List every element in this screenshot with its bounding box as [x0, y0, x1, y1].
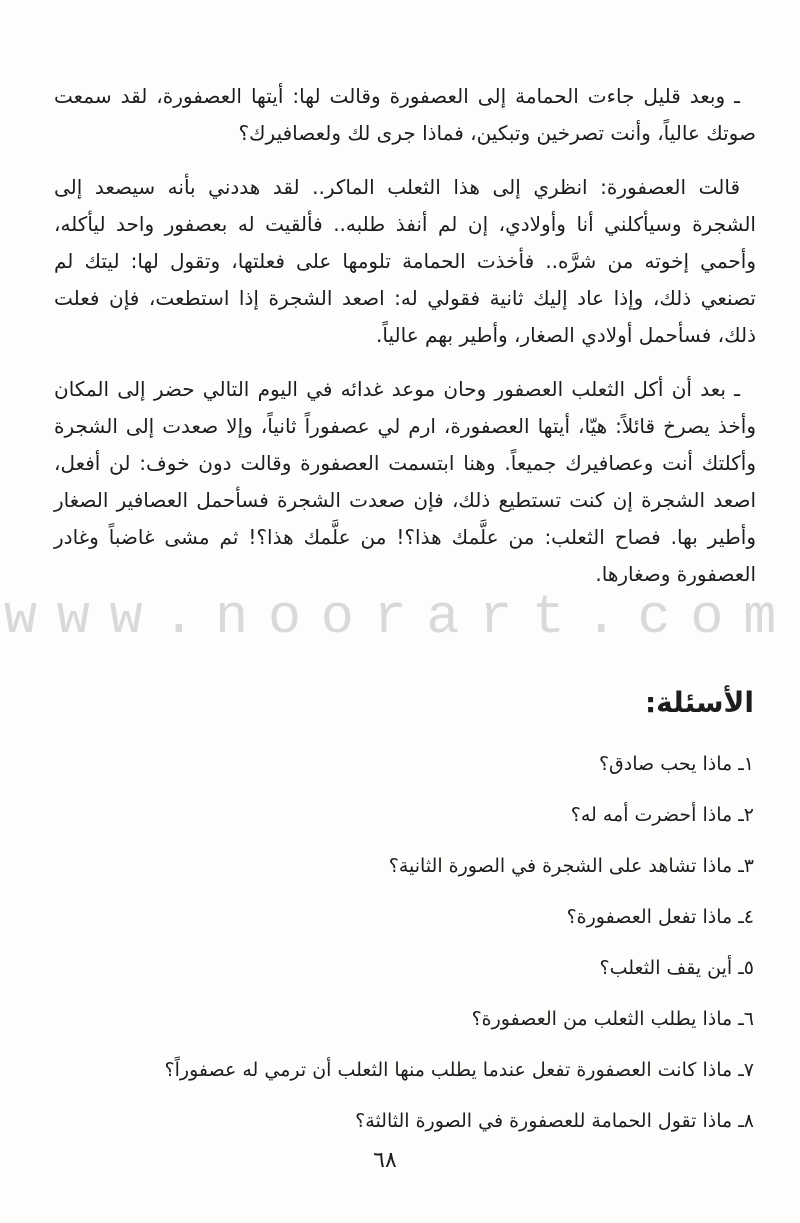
- question-item: ٥ـ أين يقف الثعلب؟: [599, 957, 754, 979]
- questions-list: [40, 752, 754, 1160]
- question-item: ٦ـ ماذا يطلب الثعلب من العصفورة؟: [471, 1008, 754, 1030]
- watermark: www.noorart.com: [3, 586, 797, 649]
- question-item: ٧ـ ماذا كانت العصفورة تفعل عندما يطلب منها الثعلب أن ترمي له عصفوراً؟: [164, 1059, 754, 1081]
- story-paragraph: ـ بعد أن أكل الثعلب العصفور وحان موعد غدائه في اليوم التالي حضر إلى المكان وأخذ يصرخ قائلاً: هيّا، أيتها العصفورة، ارم لي عصفوراً ثانياً، وإلا صعدت إلى الشجرة وأكلتك أنت وعصافيرك جميعاً. وهنا ابتسمت العصفورة وقالت دون خوف: لن أفعل، اصعد الشجرة إن كنت تستطيع ذلك، فإن صعدت الشجرة فسأحمل العصافير الصغار وأطير بها. فصاح الثعلب: من علَّمك هذا؟! من علَّمك هذا؟! ثم مشى غاضباً وغادر العصفورة وصغارها.: [54, 377, 756, 586]
- question-item: ٢ـ ماذا أحضرت أمه له؟: [570, 804, 754, 826]
- story-paragraph: قالت العصفورة: انظري إلى هذا الثعلب الماكر.. لقد هددني بأنه سيصعد إلى الشجرة وسيأكلني أنا وأولادي، إن لم أنفذ طلبه.. فألقيت له بعصفور واحد ليأكله، وأحمي إخوته من شرَّه.. فأخذت الحمامة تلومها على فعلتها، وتقول لها: ليتك لم تصنعي ذلك، وإذا عاد إليك ثانية فقولي له: اصعد الشجرة إذا استطعت، فإن فعلت ذلك، فسأحمل أولادي الصغار، وأطير بهم عالياً.: [54, 175, 756, 347]
- question-item: ٣ـ ماذا تشاهد على الشجرة في الصورة الثانية؟: [388, 855, 754, 877]
- story-text: [54, 78, 756, 610]
- page-number: ٦٨: [373, 1148, 397, 1173]
- question-item: ٤ـ ماذا تفعل العصفورة؟: [566, 906, 754, 928]
- questions-heading: الأسئلة:: [644, 686, 754, 719]
- question-item: ٨ـ ماذا تقول الحمامة للعصفورة في الصورة الثالثة؟: [355, 1110, 754, 1132]
- question-item: ١ـ ماذا يحب صادق؟: [598, 753, 754, 775]
- story-paragraph: ـ وبعد قليل جاءت الحمامة إلى العصفورة وقالت لها: أيتها العصفورة، لقد سمعت صوتك عالياً، وأنت تصرخين وتبكين، فماذا جرى لك ولعصافيرك؟: [54, 84, 756, 145]
